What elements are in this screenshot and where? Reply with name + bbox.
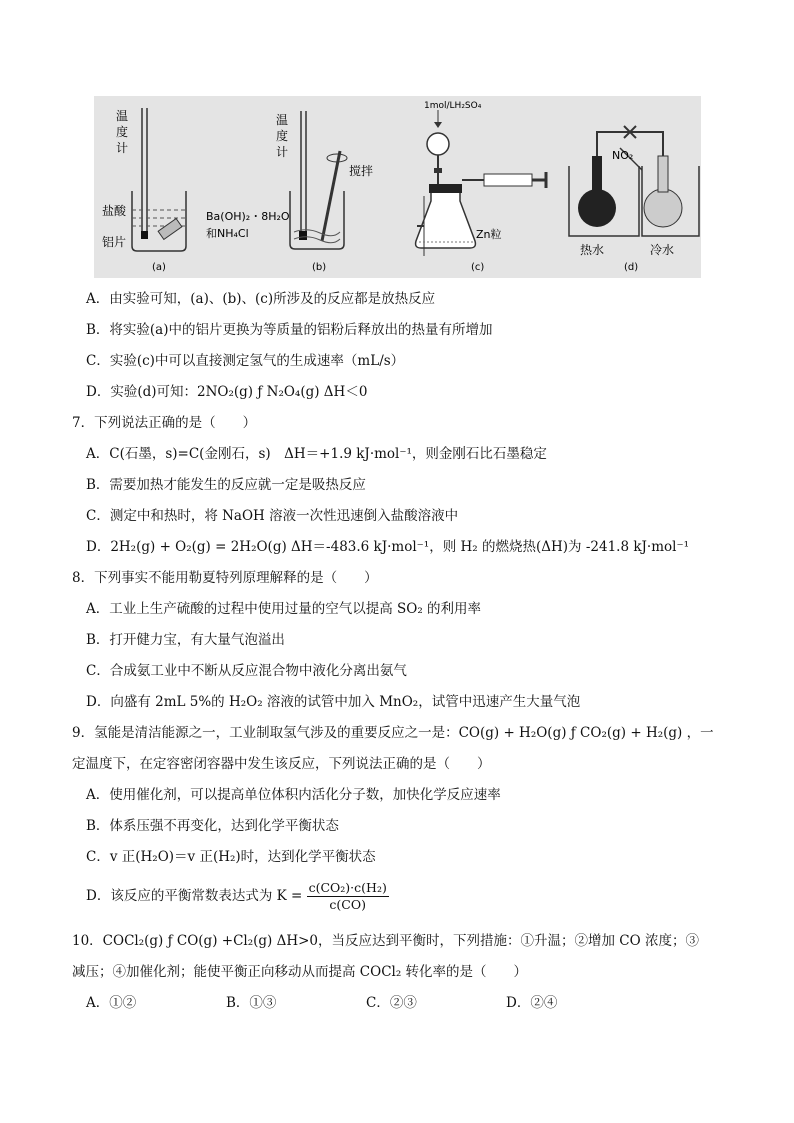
q9-option-a: A．使用催化剂，可以提高单位体积内活化分子数，加快化学反应速率 xyxy=(86,787,501,803)
q9-option-c: C．v 正(H₂O)＝v 正(H₂)时，达到化学平衡状态 xyxy=(86,849,376,865)
q7-option-d: D．2H₂(g) + O₂(g) = 2H₂O(g) ΔH＝-483.6 kJ·mol⁻¹，则 H₂ 的燃烧热(ΔH)为 -241.8 kJ·mol⁻¹ xyxy=(86,539,689,555)
q10-stem-line-2: 减压；④加催化剂；能使平衡正向移动从而提高 COCl₂ 转化率的是（ ） xyxy=(72,964,528,980)
apparatus-c xyxy=(416,101,546,273)
label-c: (c) xyxy=(471,262,485,273)
fraction-denominator: c(CO) xyxy=(329,897,366,912)
apparatus-d xyxy=(569,126,699,273)
experiment-figure xyxy=(94,96,701,278)
q10-option-b: B．①③ xyxy=(226,995,277,1011)
label-d: (d) xyxy=(624,262,639,273)
q6-option-d: D．实验(d)可知：2NO₂(g) ƒ N₂O₄(g) ΔH＜0 xyxy=(86,384,368,400)
label-a: (a) xyxy=(152,262,166,273)
label-b: (b) xyxy=(312,262,327,273)
q7-option-c: C．测定中和热时，将 NaOH 溶液一次性迅速倒入盐酸溶液中 xyxy=(86,508,459,524)
label-a-thermo-3: 计 xyxy=(116,141,129,155)
q9-stem-line-1: 9．氢能是清洁能源之一，工业制取氢气涉及的重要反应之一是：CO(g) + H₂O(g) ƒ CO₂(g) + H₂(g) ，一 xyxy=(72,725,714,741)
q6-option-b: B．将实验(a)中的铝片更换为等质量的铝粉后释放出的热量有所增加 xyxy=(86,322,493,338)
q7-option-a: A．C(石墨，s)=C(金刚石，s) ΔH＝+1.9 kJ·mol⁻¹，则金刚石比石墨稳定 xyxy=(86,446,547,462)
q10-option-d: D．②④ xyxy=(506,995,558,1011)
q8-option-a: A．工业上生产硫酸的过程中使用过量的空气以提高 SO₂ 的利用率 xyxy=(86,601,482,617)
q7-stem: 7．下列说法正确的是（ ） xyxy=(72,415,257,431)
experiment-figure-svg xyxy=(94,96,701,278)
q10-option-c: C．②③ xyxy=(366,995,417,1011)
label-a-plate: 铝片 xyxy=(102,235,127,249)
label-c-acid: 1mol/LH₂SO₄ xyxy=(424,101,482,111)
q7-option-b: B．需要加热才能发生的反应就一定是吸热反应 xyxy=(86,477,366,493)
label-b-thermo-1: 温 xyxy=(276,113,289,127)
q8-option-c: C．合成氨工业中不断从反应混合物中液化分离出氨气 xyxy=(86,663,407,679)
label-b-reagent-1: Ba(OH)₂・8H₂O xyxy=(206,210,290,223)
label-d-hot: 热水 xyxy=(580,243,605,257)
q9-option-d-prefix: D．该反应的平衡常数表达式为 K = xyxy=(86,888,303,904)
q8-option-d: D．向盛有 2mL 5%的 H₂O₂ 溶液的试管中加入 MnO₂，试管中迅速产生大量气泡 xyxy=(86,694,581,710)
label-a-thermo-2: 度 xyxy=(116,125,129,139)
q8-option-b: B．打开健力宝，有大量气泡溢出 xyxy=(86,632,285,648)
q10-stem-line-1: 10．COCl₂(g) ƒ CO(g) +Cl₂(g) ΔH>0，当反应达到平衡时，下列措施：①升温；②增加 CO 浓度；③ xyxy=(72,933,699,949)
label-b-thermo-2: 度 xyxy=(276,129,289,143)
q6-option-c: C．实验(c)中可以直接测定氢气的生成速率（mL/s） xyxy=(86,353,405,369)
q10-option-a: A．①② xyxy=(86,995,137,1011)
q9-stem-line-2: 定温度下，在定容密闭容器中发生该反应，下列说法正确的是（ ） xyxy=(72,756,491,772)
apparatus-b xyxy=(206,111,373,273)
label-d-gas: NO₂ xyxy=(612,149,634,162)
label-b-thermo-3: 计 xyxy=(276,145,289,159)
label-c-zn: Zn粒 xyxy=(476,228,502,241)
q9-option-b: B．体系压强不再变化，达到化学平衡状态 xyxy=(86,818,339,834)
q6-option-a: A．由实验可知，(a)、(b)、(c)所涉及的反应都是放热反应 xyxy=(86,291,436,307)
label-a-thermo-1: 温 xyxy=(116,109,129,123)
label-a-acid: 盐酸 xyxy=(102,204,127,218)
label-b-stir: 搅拌 xyxy=(349,164,374,178)
equilibrium-constant-fraction xyxy=(307,880,389,913)
q8-stem: 8．下列事实不能用勒夏特列原理解释的是（ ） xyxy=(72,570,378,586)
q10-choices xyxy=(0,994,794,1012)
label-d-cold: 冷水 xyxy=(650,243,675,257)
q9-option-d xyxy=(0,880,794,913)
fraction-numerator: c(CO₂)·c(H₂) xyxy=(308,880,387,895)
apparatus-a xyxy=(102,108,186,273)
label-b-reagent-2: 和NH₄Cl xyxy=(206,227,249,240)
